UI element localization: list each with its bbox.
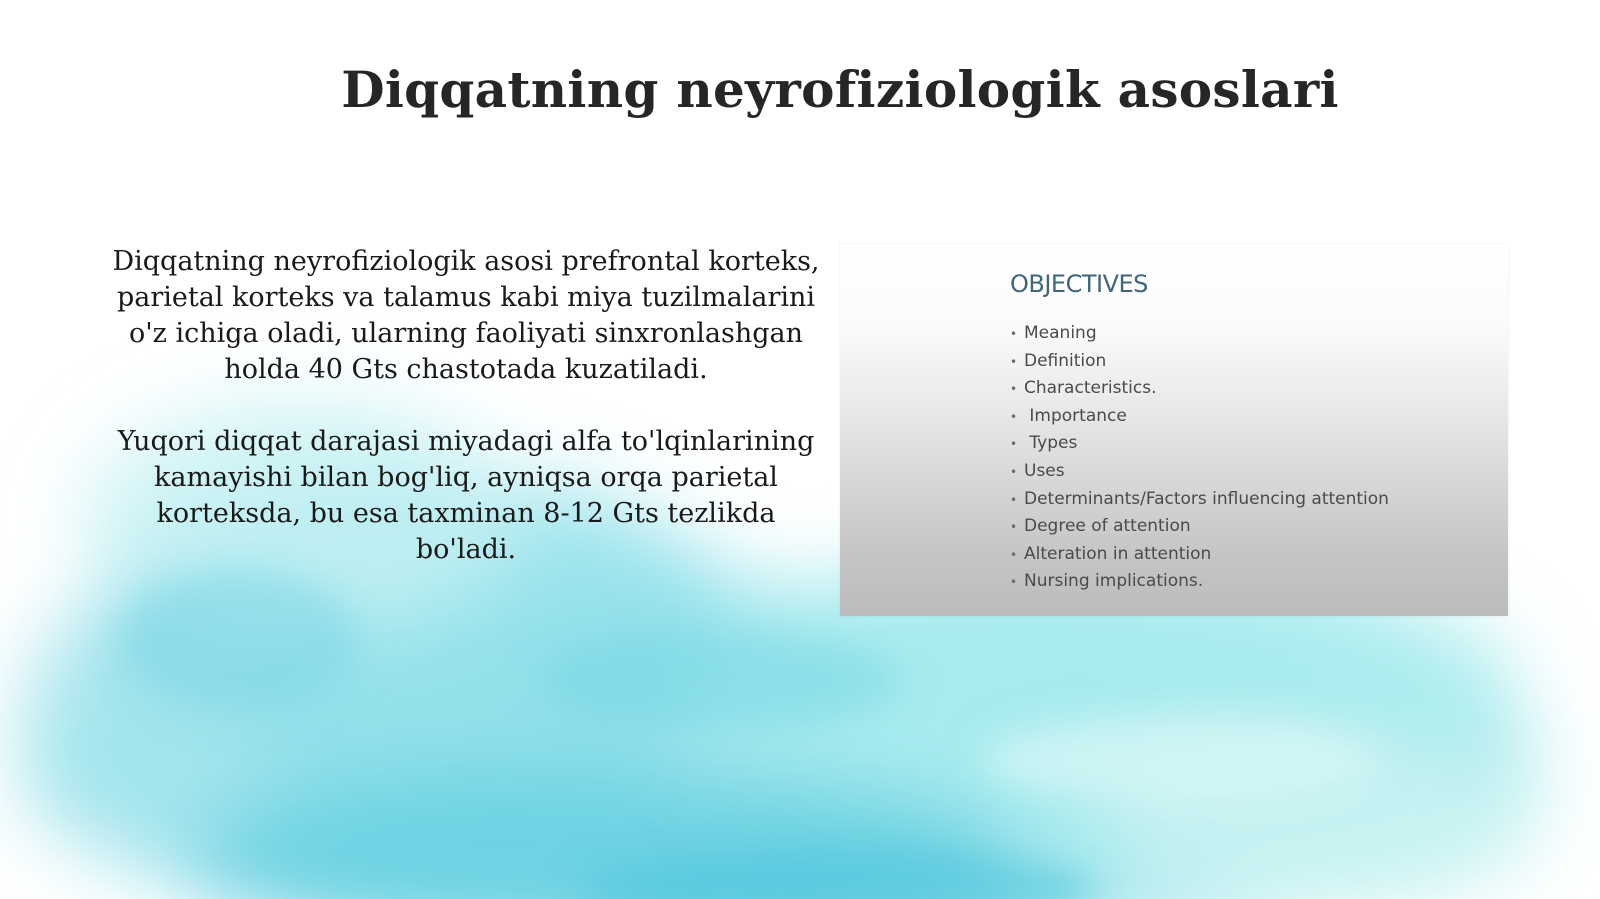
bullet-icon: • — [1010, 382, 1018, 397]
list-item: • Alteration in attention — [1010, 541, 1389, 569]
list-item: • Definition — [1010, 348, 1389, 376]
bullet-icon: • — [1010, 327, 1018, 341]
bullet-icon: • — [1010, 437, 1018, 452]
body-text — [108, 244, 824, 568]
paragraph-1: Diqqatning neyrofiziologik asosi prefrontal korteks, parietal korteks va talamus kabi miya tuzilmalarini o'z ichiga oladi, ularning faoliyati sinxronlashgan holda 40 Gts chastotada kuzatiladi. — [112, 246, 820, 385]
bullet-icon: • — [1010, 520, 1018, 535]
list-item: • Nursing implications. — [1010, 568, 1389, 596]
bullet-icon: • — [1010, 354, 1018, 369]
list-item: • Determinants/Factors influencing attention — [1010, 486, 1389, 514]
bullet-icon: • — [1010, 409, 1018, 424]
bullet-icon: • — [1010, 464, 1018, 479]
list-item: • Types — [1010, 430, 1389, 458]
bullet-icon: • — [1010, 492, 1018, 507]
paragraph-2: Yuqori diqqat darajasi miyadagi alfa to'lqinlarining kamayishi bilan bog'liq, ayniqsa orqa parietal korteksda, bu esa taxminan 8-12 Gts tezlikda bo'ladi. — [117, 426, 815, 565]
objectives-list — [1010, 320, 1389, 596]
bullet-icon: • — [1010, 547, 1018, 562]
list-item: • Characteristics. — [1010, 375, 1389, 403]
list-item: • Importance — [1010, 403, 1389, 431]
list-item: • Degree of attention — [1010, 513, 1389, 541]
list-item: • Meaning — [1010, 320, 1389, 348]
slide-title: Diqqatning neyrofiziologik asoslari — [341, 60, 1339, 119]
objectives-heading: OBJECTIVES — [1010, 270, 1148, 298]
objectives-image — [840, 244, 1508, 616]
list-item: • Uses — [1010, 458, 1389, 486]
bullet-icon: • — [1010, 575, 1018, 590]
